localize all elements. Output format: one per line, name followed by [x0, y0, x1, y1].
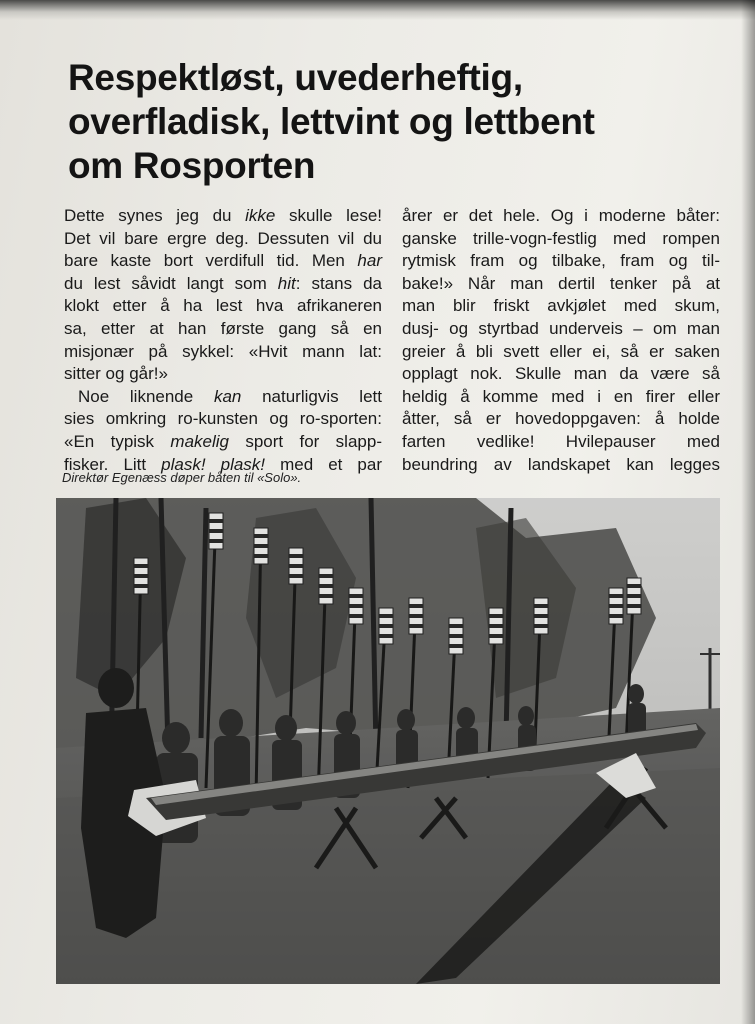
text-run: bake!» Når man dertil tenker på at: [402, 273, 720, 293]
text-run: rytmisk fram og tilbake, fram og til-: [402, 251, 720, 271]
article-photo: [56, 498, 720, 984]
text-run: man blir friskt avkjølet med skum,: [402, 296, 720, 316]
text-run: dusj- og styrtbad underveis – om man: [402, 318, 720, 338]
page-top-shadow: [0, 0, 755, 20]
article-text-line: [402, 363, 720, 386]
article-text-line: [64, 295, 382, 318]
article-text-line: [402, 386, 720, 409]
text-run: Noe liknende: [78, 386, 214, 406]
article-text-line: [64, 273, 382, 296]
text-run: misjonær på sykkel: «Hvit mann lat:: [64, 341, 382, 361]
article-text-line: [402, 431, 720, 454]
article-text-line: [402, 408, 720, 431]
article-text-line: [64, 205, 382, 228]
text-run: årer er det hele. Og i moderne båter:: [402, 206, 720, 225]
article-text-line: [64, 318, 382, 341]
page-right-shadow: [741, 0, 755, 1024]
text-run: åtter, så er hovedoppgaven: å holde: [402, 409, 720, 429]
article-text-line: [402, 228, 720, 251]
article-text-line: [64, 408, 382, 431]
text-run: Det vil bare ergre deg. Dessuten vil du: [64, 228, 382, 248]
text-run: sitter og går!»: [64, 364, 168, 384]
italic-text: makelig: [170, 431, 229, 451]
article-column-right: [402, 205, 720, 476]
text-run: farten vedlike! Hvilepauser med: [402, 431, 720, 451]
article-text-line: [64, 228, 382, 251]
article-text-line: [402, 205, 720, 228]
article-text-line: [64, 341, 382, 364]
text-run: heldig å komme med i en firer eller: [402, 386, 720, 406]
italic-text: ikke: [245, 206, 276, 225]
italic-text: plask! plask!: [161, 454, 266, 474]
italic-text: hit: [277, 273, 296, 293]
text-run: bare kaste bort verdifull tid. Men: [64, 251, 358, 271]
text-run: sa, etter at han første gang så en: [64, 318, 382, 338]
article-column-left: [64, 205, 382, 476]
article-text-line: [64, 363, 382, 386]
article-text-line: [402, 318, 720, 341]
text-run: : stans da: [295, 273, 382, 293]
title-line: om Rosporten: [68, 145, 316, 186]
article-text-line: [402, 341, 720, 364]
photo-caption: Direktør Egenæss døper båten til «Solo».: [62, 470, 302, 485]
article-text-line: [64, 431, 382, 454]
text-run: ganske trille-vogn-festlig med rompen: [402, 228, 720, 248]
title-line: Respektløst, uvederheftig,: [68, 57, 523, 98]
text-run: klokt etter å ha lest hva afrikaneren: [64, 296, 382, 316]
italic-text: har: [357, 251, 382, 271]
text-run: greier å bli svett eller ei, så er saken: [402, 341, 720, 361]
article-text-line: [64, 250, 382, 273]
text-run: sport for slapp-: [229, 431, 382, 451]
text-run: beundring av landskapet kan legges: [402, 454, 720, 474]
article-text-line: [402, 273, 720, 296]
text-run: sies omkring ro-kunsten og ro-sporten:: [64, 409, 382, 429]
title-line: overfladisk, lettvint og lettbent: [68, 101, 595, 142]
text-run: fisker. Litt: [64, 454, 162, 474]
article-title: [68, 56, 708, 188]
text-run: Dette synes jeg du: [64, 206, 246, 225]
article-text-line: [402, 295, 720, 318]
article-text-line: [402, 454, 720, 477]
text-run: naturligvis lett: [241, 386, 382, 406]
italic-text: kan: [213, 386, 242, 406]
text-run: du lest såvidt langt som: [64, 273, 278, 293]
article-text-line: [402, 250, 720, 273]
article-text-line: [64, 386, 382, 409]
text-run: skulle lese!: [275, 206, 382, 225]
rowing-photo-illustration: [56, 498, 720, 984]
text-run: med et par: [265, 454, 382, 474]
text-run: opplagt nok. Skulle man da være så: [402, 364, 720, 384]
text-run: «En typisk: [64, 431, 171, 451]
